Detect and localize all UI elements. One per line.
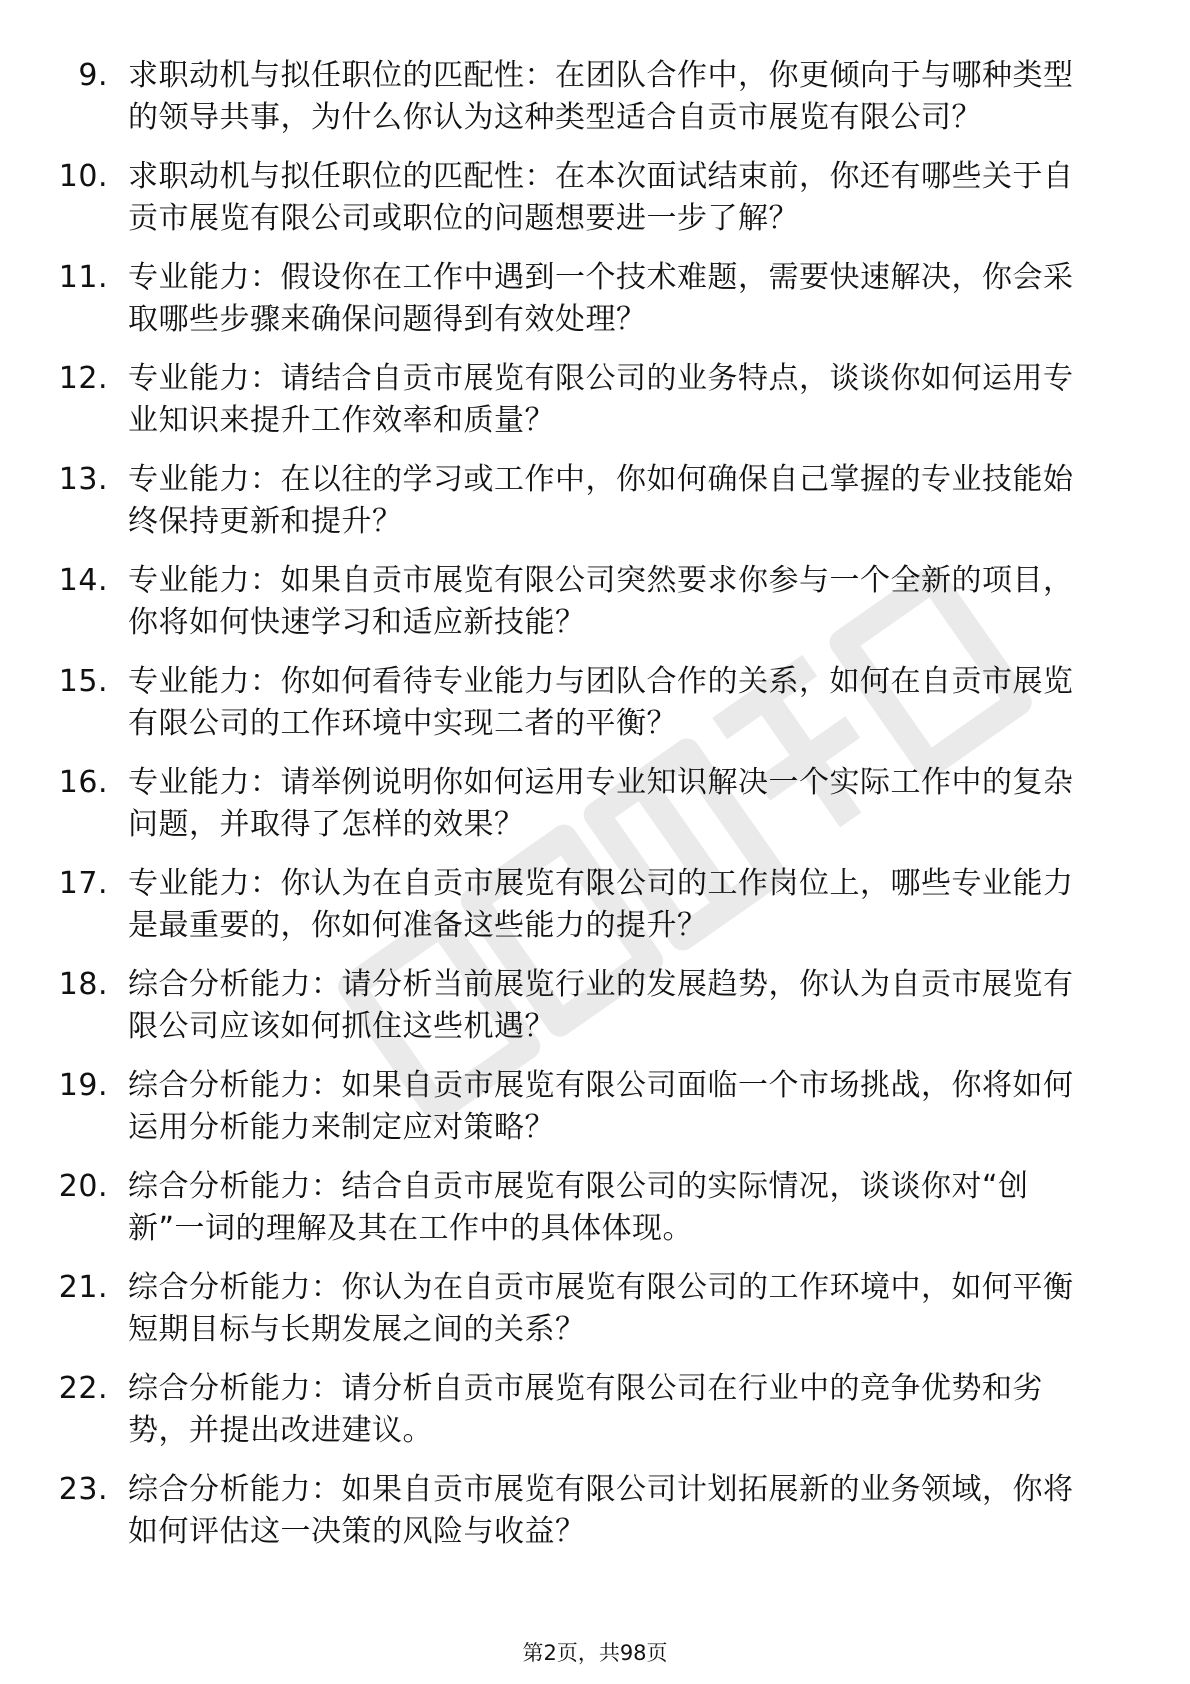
question-text: 专业能力：请举例说明你如何运用专业知识解决一个实际工作中的复杂问题，并取得了怎样的效果？ [128,765,1074,842]
list-item [0,560,1190,644]
question-number: 17. [58,866,108,901]
list-item [0,1267,1190,1351]
question-number: 21. [58,1270,108,1305]
question-text: 专业能力：你如何看待专业能力与团队合作的关系，如何在自贡市展览有限公司的工作环境中实现二者的平衡？ [128,664,1074,741]
question-text: 专业能力：假设你在工作中遇到一个技术难题，需要快速解决，你会采取哪些步骤来确保问题得到有效处理？ [128,260,1074,337]
list-item [0,459,1190,543]
list-item [0,55,1190,139]
question-number: 15. [58,664,108,699]
list-item [0,257,1190,341]
question-text: 综合分析能力：结合自贡市展览有限公司的实际情况，谈谈你对“创新”一词的理解及其在工作中的具体体现。 [128,1169,1029,1246]
question-number: 10. [58,159,108,194]
question-number: 12. [58,361,108,396]
question-text: 求职动机与拟任职位的匹配性：在本次面试结束前，你还有哪些关于自贡市展览有限公司或职位的问题想要进一步了解？ [128,159,1074,236]
question-number: 19. [58,1068,108,1103]
question-text: 求职动机与拟任职位的匹配性：在团队合作中，你更倾向于与哪种类型的领导共事，为什么你认为这种类型适合自贡市展览有限公司？ [128,58,1074,135]
question-number: 14. [58,563,108,598]
question-text: 综合分析能力：如果自贡市展览有限公司计划拓展新的业务领域，你将如何评估这一决策的风险与收益？ [128,1472,1074,1549]
question-list [0,55,1190,1570]
question-number: 13. [58,462,108,497]
question-text: 综合分析能力：你认为在自贡市展览有限公司的工作环境中，如何平衡短期目标与长期发展之间的关系？ [128,1270,1074,1347]
question-text: 专业能力：你认为在自贡市展览有限公司的工作岗位上，哪些专业能力是最重要的，你如何准备这些能力的提升？ [128,866,1074,943]
list-item [0,1469,1190,1553]
question-number: 18. [58,967,108,1002]
question-text: 专业能力：请结合自贡市展览有限公司的业务特点，谈谈你如何运用专业知识来提升工作效率和质量？ [128,361,1074,438]
question-number: 20. [58,1169,108,1204]
question-text: 综合分析能力：请分析当前展览行业的发展趋势，你认为自贡市展览有限公司应该如何抓住这些机遇？ [128,967,1074,1044]
list-item [0,863,1190,947]
question-text: 专业能力：在以往的学习或工作中，你如何确保自己掌握的专业技能始终保持更新和提升？ [128,462,1074,539]
question-number: 11. [58,260,108,295]
question-number: 9. [78,58,108,93]
list-item [0,1166,1190,1250]
question-number: 23. [58,1472,108,1507]
list-item [0,1065,1190,1149]
list-item [0,762,1190,846]
list-item [0,156,1190,240]
question-number: 22. [58,1371,108,1406]
page-indicator: 第2页，共98页 [522,1641,668,1665]
list-item [0,964,1190,1048]
question-text: 综合分析能力：如果自贡市展览有限公司面临一个市场挑战，你将如何运用分析能力来制定应对策略？ [128,1068,1074,1145]
page-footer [0,1640,1190,1666]
question-number: 16. [58,765,108,800]
question-text: 专业能力：如果自贡市展览有限公司突然要求你参与一个全新的项目，你将如何快速学习和适应新技能？ [128,563,1074,640]
question-text: 综合分析能力：请分析自贡市展览有限公司在行业中的竞争优势和劣势，并提出改进建议。 [128,1371,1043,1448]
list-item [0,661,1190,745]
list-item [0,1368,1190,1452]
list-item [0,358,1190,442]
